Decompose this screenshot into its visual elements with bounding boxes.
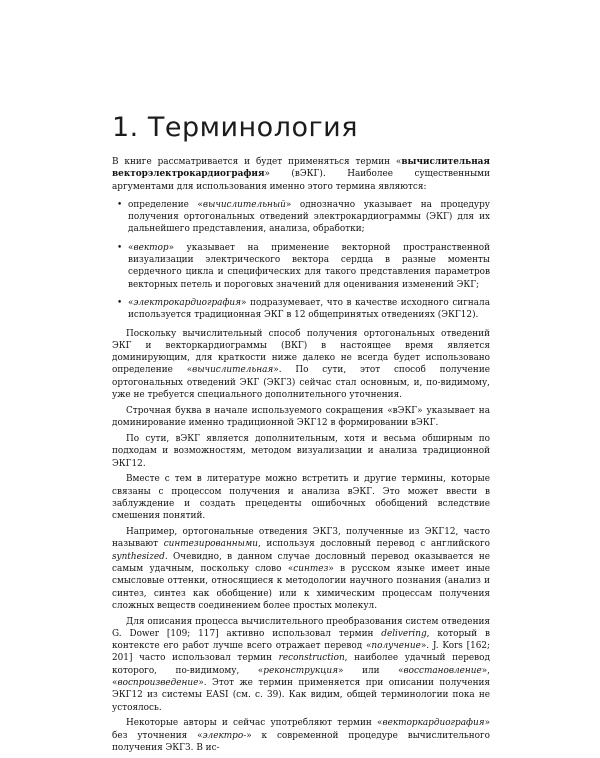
paragraph: Строчная буква в начале используемого сокращения «вЭКГ» указывает на доминирование именно традиционной ЭКГ12 в формировании вЭКГ. [112, 405, 490, 429]
chapter-title: Терминология [147, 112, 358, 143]
paragraph: Поскольку вычислительный способ получения ортогональных отведений ЭКГ и векторкардиограммы (ВКГ) в настоящее время является доминирующим, для краткости ниже далеко не всегда будет использовано определение «вычислительная». По сути, этот способ получение ортогональных отведений ЭКГ (ЭКГ3) сейчас стал основным, и, по-видимому, уже не требуется специального дополнительного уточнения. [112, 328, 490, 401]
paragraph: По сути, вЭКГ является дополнительным, хотя и весьма обширным по подходам и возможностям, методом визуализации и анализа традиционной ЭКГ12. [112, 433, 490, 469]
paragraph: Некоторые авторы и сейчас употребляют термин «векторкардиография» без уточнения «электро-» к современной процедуре вычислительного получения ЭКГ3. В ис- [112, 718, 490, 754]
intro-paragraph: В книге рассматривается и будет применяться термин «вычислительная векторэлектрокардиография» (вЭКГ). Наиболее существенными аргументами для использования именно этого термина являются: [112, 157, 490, 192]
list-item: • «вектор» указывает на применение векторной пространственной визуализации электрического вектора сердца в разные моменты сердечного цикла и специфических для такого представления параметров векторных петель и пороговых значений для оценивания изменений ЭКГ; [117, 242, 490, 290]
chapter-heading [112, 112, 358, 143]
paragraph: Вместе с тем в литературе можно встретить и другие термины, которые связаны с процессом получения и анализа вЭКГ. Это может ввести в заблуждение и создать прецеденты ошибочных обобщений вследствие смешения понятий. [112, 474, 490, 522]
paragraph: Для описания процесса вычислительного преобразования систем отведения G. Dower [109; 117] активно использовал термин delivering, который в контексте его работ лучше всего отражает перевод «получение». J. Kors [162; 201] часто использовал термин reconstruction, наиболее удачный перевод которого, по-видимому, «реконструкция» или «восстановление», «воспроизведение». Этот же термин применяется при описании получения ЭКГ12 из системы EASI (см. с. 39). Как видим, общей терминологии пока не устоялось. [112, 616, 491, 713]
key-term: вычислительная векторэлектрокардиография [112, 157, 490, 180]
body-text [112, 156, 490, 758]
bullet-icon: • [117, 242, 123, 253]
list-item: • «электрокардиография» подразумевает, что в качестве исходного сигнала используется традиционная ЭКГ в 12 общепринятых отведениях (ЭКГ12). [117, 297, 490, 321]
paragraph: Например, ортогональные отведения ЭКГ3, полученные из ЭКГ12, часто называют синтезированными, используя дословный перевод с английского synthesized. Очевидно, в данном случае дословный перевод оказывается не самым удачным, поскольку слово «синтез» в русском языке имеет иные смысловые оттенки, относящиеся к методологии научного познания (анализ и синтез, синтез как обобщение) или к химическим процессам получения сложных веществ соединением более простых молекул. [112, 527, 491, 611]
bullet-icon: • [117, 199, 123, 210]
chapter-number: 1. [112, 112, 139, 143]
argument-list [112, 199, 490, 322]
bullet-icon: • [117, 297, 123, 308]
list-item: • определение «вычислительный» однозначно указывает на процедуру получения ортогональных отведений электрокардиограммы (ЭКГ) для их дальнейшего представления, анализа, обработки; [117, 199, 491, 235]
